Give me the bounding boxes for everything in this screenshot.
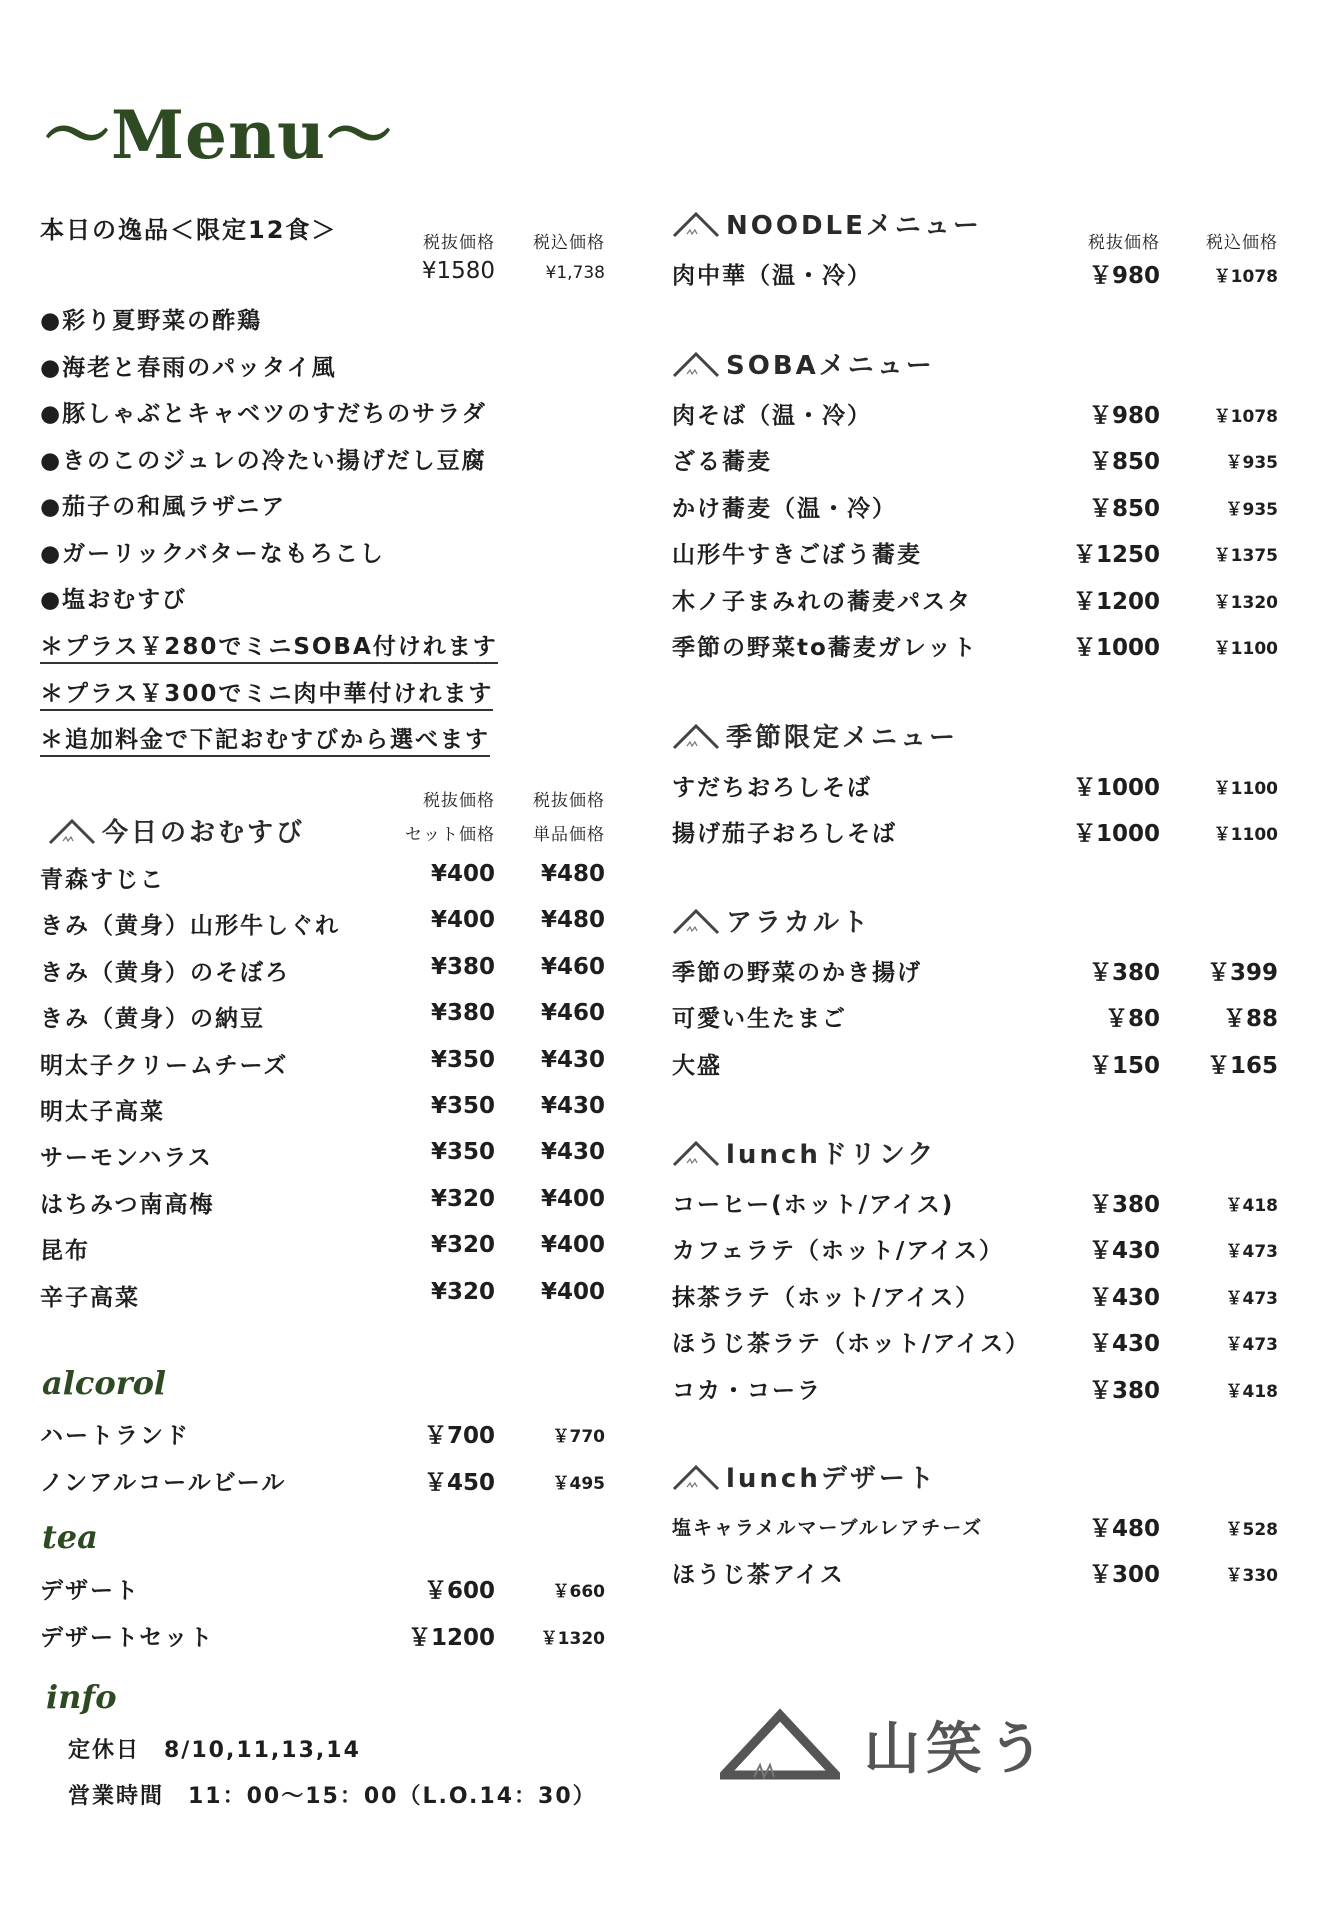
mountain-logo-icon [720,1707,840,1783]
soba-item-name: 季節の野菜to蕎麦ガレット [672,635,978,661]
soba-item-name: 山形牛すきごぼう蕎麦 [672,542,922,569]
alacarte-item-price: ￥150 [1088,1052,1160,1079]
omusubi-row-price-alt: ¥400 [540,1278,605,1305]
seasonal-item-name: すだちおろしそば [672,775,872,801]
omusubi-row-price: ¥380 [430,953,495,980]
omusubi-row-price-alt: ¥460 [540,953,605,980]
tea-row-price-alt: ￥1320 [540,1628,605,1649]
tea-row-price: ￥1200 [407,1624,495,1651]
alcohol-row-price: ￥450 [423,1469,495,1496]
omusubi-col1-top: 税抜価格 [423,791,495,811]
special-note: ＊追加料金で下記おむすびから選べます [40,721,490,757]
drinks-item-price: ￥430 [1088,1331,1160,1358]
drinks-item-price-incl: ￥418 [1225,1381,1278,1402]
dessert-item-price: ￥300 [1088,1562,1160,1589]
special-note: ＊プラス￥280でミニSOBA付けれます [40,628,498,664]
alacarte-item-price: ￥380 [1088,960,1160,986]
omusubi-row-price: ¥320 [430,1232,495,1259]
seasonal-item-price-incl: ￥1100 [1213,779,1278,799]
special-note: ＊プラス￥300でミニ肉中華付けれます [40,675,493,711]
tea-row-price-alt: ￥660 [552,1582,605,1602]
mountain-icon [672,721,720,751]
page-title: 〜Menu〜 [44,96,394,174]
drinks-item-name: 抹茶ラテ（ホット/アイス） [672,1284,981,1311]
seasonal-item-price: ￥1000 [1072,821,1160,848]
omusubi-row-price-alt: ¥430 [540,1093,605,1119]
omusubi-row-name: 昆布 [40,1238,90,1265]
alcohol-row-name: ハートランド [40,1423,190,1449]
dessert-item-name: 塩キャラメルマーブルレアチーズ [672,1517,984,1539]
noodle-item-price-incl: ￥1078 [1213,267,1278,287]
special-price-excl: ¥1580 [421,258,495,284]
seasonal-heading-label: 季節限定メニュー [726,723,959,753]
alcohol-row-price-alt: ￥495 [552,1473,605,1494]
drinks-item-name: コーヒー(ホット/アイス) [672,1192,955,1218]
info-business-hours: 営業時間 11：00〜15：00（L.O.14：30） [68,1784,597,1809]
alcohol-row-price-alt: ￥770 [552,1427,605,1447]
soba-heading-label: SOBAメニュー [726,351,935,381]
alacarte-item-price-incl: ￥88 [1222,1006,1278,1033]
soba-item-price-incl: ￥1078 [1213,407,1278,427]
dessert-item-price-incl: ￥528 [1225,1520,1278,1540]
seasonal-item-price-incl: ￥1100 [1213,825,1278,846]
soba-item-price: ￥1250 [1072,542,1160,569]
omusubi-row-price-alt: ¥460 [540,1000,605,1027]
soba-item-price-incl: ￥935 [1225,499,1278,520]
special-item: ●海老と春雨のパッタイ風 [40,354,337,381]
mountain-icon [672,349,720,379]
soba-item-price: ￥850 [1088,495,1160,522]
soba-item-price: ￥980 [1088,403,1160,429]
soba-item-price: ￥1200 [1072,588,1160,615]
soba-item-price: ￥850 [1088,449,1160,476]
omusubi-heading-label: 今日のおむすび [102,818,306,848]
omusubi-row-name: はちみつ南高梅 [40,1191,215,1218]
dessert-item-name: ほうじ茶アイス [672,1562,845,1589]
omusubi-col2-top: 税抜価格 [533,791,605,811]
drinks-item-price-incl: ￥473 [1225,1335,1278,1356]
soba-item-price: ￥1000 [1072,635,1160,661]
tea-row-price: ￥600 [423,1578,495,1604]
drinks-item-price-incl: ￥418 [1225,1196,1278,1216]
alacarte-item-name: 季節の野菜のかき揚げ [672,960,922,986]
special-item: ●彩り夏野菜の酢鶏 [40,308,263,334]
omusubi-row-price-alt: ¥480 [540,907,605,934]
soba-item-name: 木ノ子まみれの蕎麦パスタ [672,588,972,615]
mountain-icon [48,816,96,846]
special-price-incl: ¥1,738 [545,263,605,283]
omusubi-row-price-alt: ¥430 [540,1046,605,1073]
omusubi-row-name: 辛子高菜 [40,1284,140,1311]
alacarte-item-price-incl: ￥399 [1206,960,1278,986]
drinks-item-name: カフェラテ（ホット/アイス） [672,1238,1004,1265]
special-heading: 本日の逸品＜限定12食＞ [40,216,338,244]
drinks-heading [672,1134,936,1171]
special-col-incl: 税込価格 [533,233,605,253]
omusubi-row-price: ¥320 [430,1278,495,1305]
omusubi-row-price: ¥320 [430,1185,495,1212]
omusubi-row-name: きみ（黄身）のそぼろ [40,959,290,986]
mountain-icon [672,1462,720,1492]
drinks-item-price: ￥380 [1088,1377,1160,1404]
info-closed-days: 定休日 8/10,11,13,14 [68,1738,361,1763]
drinks-heading-label: lunchドリンク [726,1140,937,1170]
drinks-item-name: コカ・コーラ [672,1377,822,1404]
soba-item-name: 肉そば（温・冷） [672,403,872,429]
omusubi-row-name: 明太子高菜 [40,1099,165,1125]
noodle-heading [672,205,982,242]
omusubi-row-price: ¥350 [430,1093,495,1119]
soba-item-price-incl: ￥1100 [1213,639,1278,659]
drinks-item-price-incl: ￥473 [1225,1288,1278,1309]
special-item: ●きのこのジュレの冷たい揚げだし豆腐 [40,447,487,474]
omusubi-row-price: ¥400 [430,907,495,934]
alacarte-heading [672,902,871,939]
noodle-item-name: 肉中華（温・冷） [672,263,872,289]
omusubi-row-name: 明太子クリームチーズ [40,1052,289,1079]
omusubi-heading [48,812,305,849]
dessert-heading-label: lunchデザート [726,1464,937,1494]
soba-item-price-incl: ￥935 [1225,453,1278,474]
dessert-item-price-incl: ￥330 [1225,1566,1278,1587]
noodle-col-incl: 税込価格 [1206,233,1278,253]
noodle-heading-label: NOODLEメニュー [726,211,982,241]
omusubi-row-price: ¥350 [430,1046,495,1073]
omusubi-row-price-alt: ¥430 [540,1139,605,1166]
special-item: ●ガーリックバターなもろこし [40,540,385,567]
drinks-item-price: ￥430 [1088,1284,1160,1311]
drinks-item-price: ￥380 [1088,1192,1160,1218]
seasonal-item-name: 揚げ茄子おろしそば [672,821,897,848]
tea-row-name: デザート [40,1578,140,1604]
special-col-excl: 税抜価格 [423,233,495,253]
tea-row-name: デザートセット [40,1624,215,1651]
drinks-item-name: ほうじ茶ラテ（ホット/アイス） [672,1331,1031,1358]
mountain-icon [672,1138,720,1168]
omusubi-row-name: サーモンハラス [40,1145,213,1172]
omusubi-row-price-alt: ¥480 [540,861,605,887]
soba-heading [672,345,935,382]
soba-item-price-incl: ￥1375 [1213,546,1278,567]
alacarte-heading-label: アラカルト [726,908,872,938]
tea-heading: tea [42,1518,98,1556]
omusubi-row-price-alt: ¥400 [540,1185,605,1212]
soba-item-price-incl: ￥1320 [1213,592,1278,613]
omusubi-col1-bottom: セット価格 [405,825,495,845]
omusubi-row-price: ¥350 [430,1139,495,1166]
dessert-heading [672,1458,937,1495]
omusubi-row-price-alt: ¥400 [540,1232,605,1259]
omusubi-col2-bottom: 単品価格 [533,825,605,845]
alcohol-heading: alcorol [42,1364,167,1402]
alacarte-item-name: 大盛 [672,1052,722,1079]
omusubi-row-name: きみ（黄身）の納豆 [40,1006,265,1033]
omusubi-row-name: きみ（黄身）山形牛しぐれ [40,913,340,940]
dessert-item-price: ￥480 [1088,1516,1160,1542]
alcohol-row-name: ノンアルコールビール [40,1469,287,1496]
omusubi-row-price: ¥380 [430,1000,495,1027]
brand-logo [720,1705,1050,1785]
alacarte-item-name: 可愛い生たまご [672,1006,847,1033]
drinks-item-price: ￥430 [1088,1238,1160,1265]
seasonal-item-price: ￥1000 [1072,775,1160,801]
alacarte-item-price: ￥80 [1104,1006,1160,1033]
noodle-item-price: ￥980 [1088,263,1160,289]
omusubi-row-price: ¥400 [430,861,495,887]
info-heading: info [46,1678,117,1716]
special-item: ●茄子の和風ラザニア [40,494,287,520]
brand-logo-text: 山笑う [864,1717,1050,1782]
alacarte-item-price-incl: ￥165 [1206,1052,1278,1079]
noodle-col-excl: 税抜価格 [1088,233,1160,253]
alcohol-row-price: ￥700 [423,1423,495,1449]
drinks-item-price-incl: ￥473 [1225,1242,1278,1263]
special-item: ●塩おむすび [40,587,188,613]
soba-item-name: かけ蕎麦（温・冷） [672,495,897,522]
mountain-icon [672,209,720,239]
special-item: ●豚しゃぶとキャベツのすだちのサラダ [40,401,487,427]
mountain-icon [672,906,720,936]
omusubi-row-name: 青森すじこ [40,867,165,893]
soba-item-name: ざる蕎麦 [672,449,772,476]
seasonal-heading [672,717,958,754]
